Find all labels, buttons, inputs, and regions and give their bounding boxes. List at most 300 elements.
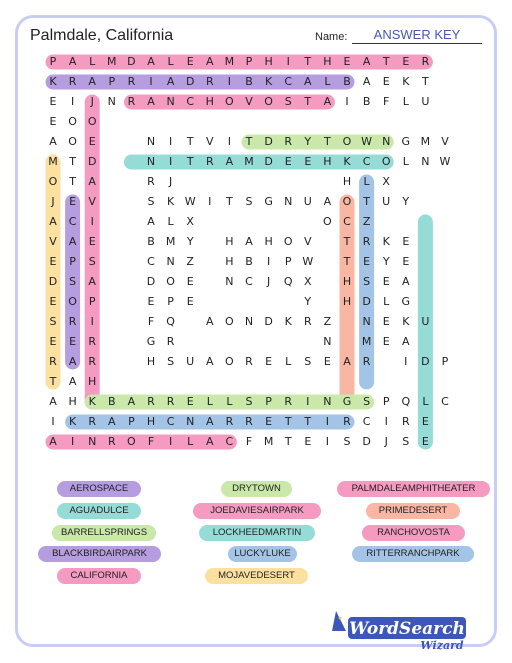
grid-letter[interactable]: O [68, 295, 77, 308]
grid-letter[interactable]: G [401, 135, 411, 148]
grid-letter[interactable]: H [205, 95, 214, 108]
grid-letter[interactable]: E [69, 335, 77, 348]
grid-letter[interactable]: O [225, 315, 234, 328]
grid-letter[interactable]: A [166, 75, 175, 88]
grid-letter[interactable]: A [323, 95, 332, 108]
grid-letter[interactable]: E [382, 335, 390, 348]
grid-letter[interactable]: R [225, 415, 234, 428]
grid-letter[interactable]: E [186, 55, 194, 68]
grid-letter[interactable]: S [69, 275, 77, 288]
grid-letter[interactable]: N [107, 95, 116, 108]
grid-letter[interactable]: L [226, 395, 233, 408]
grid-letter[interactable]: I [168, 435, 173, 448]
grid-letter[interactable]: C [441, 395, 449, 408]
grid-letter[interactable]: E [265, 355, 273, 368]
grid-letter[interactable]: I [149, 75, 153, 88]
grid-letter[interactable]: L [363, 175, 370, 188]
grid-letter[interactable]: O [342, 195, 352, 208]
grid-letter[interactable]: E [421, 415, 429, 428]
grid-letter[interactable]: T [69, 175, 76, 188]
grid-letter[interactable]: N [166, 255, 175, 268]
grid-letter[interactable]: I [90, 215, 94, 228]
grid-letter[interactable]: E [49, 335, 57, 348]
grid-letter[interactable]: B [245, 75, 253, 88]
grid-letter[interactable]: A [147, 55, 155, 68]
grid-letter[interactable]: E [304, 155, 312, 168]
grid-letter[interactable]: C [362, 155, 371, 168]
grid-letter[interactable]: E [323, 355, 331, 368]
grid-letter[interactable]: F [147, 435, 155, 448]
grid-letter[interactable]: E [49, 115, 57, 128]
grid-letter[interactable]: N [382, 135, 391, 148]
grid-letter[interactable]: P [88, 295, 96, 308]
grid-letter[interactable]: I [384, 415, 388, 428]
grid-letter[interactable]: V [304, 235, 312, 248]
grid-letter[interactable]: I [325, 415, 330, 428]
grid-letter[interactable]: A [402, 335, 410, 348]
grid-letter[interactable]: A [88, 175, 96, 188]
grid-letter[interactable]: C [68, 215, 77, 228]
grid-letter[interactable]: K [68, 415, 77, 428]
grid-letter[interactable]: Z [362, 215, 371, 228]
grid-letter[interactable]: B [343, 75, 351, 88]
grid-letter[interactable]: S [304, 355, 312, 368]
grid-letter[interactable]: R [303, 315, 312, 328]
grid-letter[interactable]: H [264, 235, 273, 248]
grid-letter[interactable]: N [421, 155, 430, 168]
grid-letter[interactable]: I [306, 395, 310, 408]
grid-letter[interactable]: P [49, 55, 57, 68]
grid-letter[interactable]: A [68, 355, 77, 368]
grid-letter[interactable]: R [205, 155, 214, 168]
grid-letter[interactable]: A [68, 55, 77, 68]
grid-letter[interactable]: D [264, 315, 273, 328]
grid-letter[interactable]: E [421, 435, 429, 448]
grid-letter[interactable]: T [422, 75, 429, 88]
grid-letter[interactable]: H [68, 395, 77, 408]
grid-letter[interactable]: S [245, 195, 253, 208]
name-field[interactable]: ANSWER KEY [352, 27, 482, 44]
grid-letter[interactable]: A [49, 135, 57, 148]
grid-letter[interactable]: R [49, 355, 57, 368]
grid-letter[interactable]: O [166, 275, 175, 288]
grid-letter[interactable]: E [382, 75, 390, 88]
grid-letter[interactable]: H [264, 55, 273, 68]
grid-letter[interactable]: E [69, 195, 77, 208]
grid-letter[interactable]: R [205, 75, 214, 88]
grid-letter[interactable]: V [206, 135, 214, 148]
grid-letter[interactable]: L [167, 55, 174, 68]
grid-letter[interactable]: Y [304, 135, 312, 148]
grid-letter[interactable]: L [422, 395, 429, 408]
grid-letter[interactable]: K [88, 395, 96, 408]
grid-letter[interactable]: S [402, 435, 410, 448]
grid-letter[interactable]: Q [283, 275, 293, 288]
grid-letter[interactable]: R [245, 415, 253, 428]
grid-letter[interactable]: T [49, 375, 57, 388]
grid-letter[interactable]: J [90, 95, 94, 108]
grid-letter[interactable]: P [108, 75, 116, 88]
grid-letter[interactable]: A [108, 415, 116, 428]
grid-letter[interactable]: P [245, 55, 253, 68]
grid-letter[interactable]: P [284, 255, 292, 268]
grid-letter[interactable]: F [147, 315, 155, 328]
grid-letter[interactable]: A [68, 375, 77, 388]
grid-letter[interactable]: L [383, 295, 390, 308]
grid-letter[interactable]: Y [382, 255, 390, 268]
grid-letter[interactable]: W [302, 255, 314, 268]
grid-letter[interactable]: T [69, 155, 76, 168]
grid-letter[interactable]: P [69, 255, 76, 268]
grid-letter[interactable]: B [147, 235, 155, 248]
grid-letter[interactable]: W [361, 135, 373, 148]
grid-letter[interactable]: U [303, 195, 312, 208]
grid-letter[interactable]: I [70, 435, 75, 448]
grid-letter[interactable]: A [225, 155, 234, 168]
grid-letter[interactable]: R [343, 415, 351, 428]
grid-letter[interactable]: N [166, 95, 175, 108]
grid-letter[interactable]: A [127, 395, 136, 408]
grid-letter[interactable]: R [147, 395, 155, 408]
grid-letter[interactable]: N [146, 135, 156, 148]
word-list-item: BLACKBIRDAIRPARK [38, 546, 161, 562]
grid-letter[interactable]: I [266, 255, 271, 268]
grid-letter[interactable]: V [88, 195, 96, 208]
grid-letter[interactable]: K [382, 235, 390, 248]
grid-letter[interactable]: T [343, 255, 351, 268]
grid-letter[interactable]: L [206, 395, 213, 408]
grid-letter[interactable]: S [88, 255, 96, 268]
grid-letter[interactable]: H [88, 375, 97, 388]
grid-letter[interactable]: N [323, 335, 332, 348]
grid-letter[interactable]: A [88, 275, 96, 288]
grid-letter[interactable]: D [362, 435, 371, 448]
grid-letter[interactable]: S [363, 395, 371, 408]
grid-letter[interactable]: O [68, 135, 77, 148]
grid-letter[interactable]: C [147, 255, 155, 268]
grid-letter[interactable]: O [342, 135, 352, 148]
grid-letter[interactable]: R [284, 135, 293, 148]
grid-letter[interactable]: A [49, 435, 57, 448]
grid-letter[interactable]: I [227, 135, 232, 148]
grid-letter[interactable]: H [146, 415, 156, 428]
grid-letter[interactable]: Q [401, 395, 411, 408]
grid-letter[interactable]: E [343, 55, 351, 68]
grid-letter[interactable]: V [245, 95, 253, 108]
grid-letter[interactable]: N [284, 195, 293, 208]
grid-letter[interactable]: O [127, 435, 136, 448]
grid-letter[interactable]: O [225, 355, 234, 368]
grid-letter[interactable]: H [323, 55, 332, 68]
grid-letter[interactable]: O [323, 215, 332, 228]
grid-letter[interactable]: K [166, 195, 175, 208]
grid-letter[interactable]: D [48, 275, 58, 288]
grid-letter[interactable]: U [421, 95, 430, 108]
grid-letter[interactable]: T [284, 415, 292, 428]
grid-letter[interactable]: M [244, 155, 254, 168]
grid-letter[interactable]: M [48, 155, 58, 168]
grid-letter[interactable]: S [245, 395, 253, 408]
grid-letter[interactable]: E [186, 395, 194, 408]
grid-letter[interactable]: R [401, 415, 410, 428]
grid-letter[interactable]: J [51, 195, 55, 208]
grid-letter[interactable]: R [421, 55, 430, 68]
grid-letter[interactable]: C [225, 435, 234, 448]
grid-letter[interactable]: K [284, 315, 292, 328]
grid-letter[interactable]: J [266, 275, 271, 288]
grid-letter[interactable]: M [263, 435, 274, 448]
grid-letter[interactable]: M [107, 55, 117, 68]
grid-letter[interactable]: R [284, 395, 293, 408]
grid-letter[interactable]: N [362, 315, 371, 328]
grid-letter[interactable]: K [402, 75, 410, 88]
grid-letter[interactable]: B [108, 395, 116, 408]
grid-letter[interactable]: T [324, 135, 331, 148]
grid-letter[interactable]: N [88, 435, 97, 448]
grid-letter[interactable]: D [185, 75, 195, 88]
grid-letter[interactable]: D [87, 155, 97, 168]
grid-letter[interactable]: C [343, 215, 351, 228]
grid-letter[interactable]: M [224, 55, 235, 68]
grid-letter[interactable]: T [304, 95, 312, 108]
grid-letter[interactable]: A [206, 435, 214, 448]
grid-letter[interactable]: B [362, 95, 371, 108]
grid-letter[interactable]: I [208, 195, 212, 208]
grid-letter[interactable]: U [382, 195, 391, 208]
grid-letter[interactable]: Y [304, 295, 312, 308]
grid-letter[interactable]: J [168, 175, 173, 188]
grid-letter[interactable]: R [127, 75, 136, 88]
grid-letter[interactable]: O [68, 115, 77, 128]
grid-letter[interactable]: S [49, 315, 57, 328]
grid-letter[interactable]: X [186, 215, 194, 228]
grid-letter[interactable]: A [323, 195, 332, 208]
grid-letter[interactable]: K [402, 315, 410, 328]
grid-letter[interactable]: T [245, 135, 253, 148]
grid-letter[interactable]: E [382, 315, 390, 328]
grid-letter[interactable]: L [402, 95, 409, 108]
grid-letter[interactable]: F [245, 435, 253, 448]
grid-letter[interactable]: A [49, 215, 57, 228]
grid-letter[interactable]: E [402, 235, 410, 248]
grid-letter[interactable]: H [342, 175, 352, 188]
grid-letter[interactable]: O [264, 95, 273, 108]
grid-letter[interactable]: S [343, 435, 351, 448]
grid-letter[interactable]: L [324, 75, 331, 88]
grid-letter[interactable]: J [384, 435, 388, 448]
grid-letter[interactable]: A [68, 235, 77, 248]
grid-letter[interactable]: H [225, 235, 234, 248]
grid-letter[interactable]: A [362, 75, 371, 88]
grid-letter[interactable]: A [147, 215, 155, 228]
grid-letter[interactable]: R [166, 395, 175, 408]
grid-letter[interactable]: E [304, 435, 312, 448]
grid-letter[interactable]: T [284, 435, 292, 448]
grid-letter[interactable]: O [381, 155, 391, 168]
grid-letter[interactable]: U [421, 315, 430, 328]
grid-letter[interactable]: X [304, 275, 312, 288]
grid-letter[interactable]: A [147, 95, 155, 108]
grid-letter[interactable]: A [49, 395, 57, 408]
grid-letter[interactable]: E [284, 155, 292, 168]
grid-letter[interactable]: I [286, 55, 290, 68]
grid-letter[interactable]: L [89, 55, 96, 68]
grid-letter[interactable]: P [441, 355, 449, 368]
grid-letter[interactable]: E [265, 415, 273, 428]
grid-letter[interactable]: G [264, 195, 273, 208]
grid-letter[interactable]: G [342, 395, 352, 408]
grid-letter[interactable]: V [441, 135, 449, 148]
grid-letter[interactable]: S [284, 95, 292, 108]
grid-letter[interactable]: P [265, 395, 272, 408]
grid-letter[interactable]: M [165, 235, 176, 248]
grid-letter[interactable]: H [225, 255, 234, 268]
grid-letter[interactable]: E [402, 255, 410, 268]
grid-letter[interactable]: N [244, 315, 254, 328]
grid-letter[interactable]: T [304, 415, 312, 428]
grid-letter[interactable]: O [48, 175, 58, 188]
grid-letter[interactable]: I [227, 75, 232, 88]
grid-letter[interactable]: E [186, 275, 194, 288]
grid-letter[interactable]: W [184, 195, 196, 208]
grid-letter[interactable]: V [49, 235, 57, 248]
grid-letter[interactable]: R [88, 415, 97, 428]
grid-letter[interactable]: R [147, 175, 155, 188]
grid-letter[interactable]: E [382, 275, 390, 288]
grid-letter[interactable]: A [304, 75, 312, 88]
grid-letter[interactable]: N [186, 415, 195, 428]
grid-letter[interactable]: R [88, 355, 97, 368]
grid-letter[interactable]: S [167, 355, 175, 368]
grid-letter[interactable]: H [323, 155, 332, 168]
grid-letter[interactable]: R [245, 355, 253, 368]
grid-letter[interactable]: L [402, 155, 409, 168]
grid-letter[interactable]: A [206, 55, 214, 68]
grid-letter[interactable]: E [88, 135, 96, 148]
grid-letter[interactable]: I [51, 415, 55, 428]
grid-letter[interactable]: A [362, 55, 371, 68]
grid-letter[interactable]: I [70, 95, 75, 108]
grid-letter[interactable]: D [146, 275, 156, 288]
grid-letter[interactable]: X [382, 175, 390, 188]
grid-letter[interactable]: E [49, 95, 57, 108]
grid-letter[interactable]: H [146, 355, 156, 368]
grid-letter[interactable]: A [206, 415, 214, 428]
grid-letter[interactable]: E [49, 295, 57, 308]
grid-letter[interactable]: R [127, 95, 136, 108]
grid-letter[interactable]: K [343, 155, 351, 168]
grid-letter[interactable]: Z [323, 315, 332, 328]
grid-letter[interactable]: R [88, 335, 97, 348]
grid-letter[interactable]: G [146, 335, 156, 348]
grid-letter[interactable]: P [128, 415, 135, 428]
grid-letter[interactable]: F [383, 95, 390, 108]
grid-letter[interactable]: A [206, 355, 214, 368]
grid-letter[interactable]: G [401, 295, 411, 308]
grid-letter[interactable]: R [107, 435, 116, 448]
grid-letter[interactable]: C [362, 415, 371, 428]
grid-letter[interactable]: P [382, 395, 390, 408]
grid-letter[interactable]: N [225, 275, 234, 288]
grid-letter[interactable]: E [402, 55, 410, 68]
grid-letter[interactable]: I [90, 315, 94, 328]
grid-letter[interactable]: H [342, 295, 352, 308]
grid-letter[interactable]: A [88, 75, 96, 88]
grid-letter[interactable]: D [264, 155, 273, 168]
grid-letter[interactable]: T [343, 235, 351, 248]
grid-letter[interactable]: T [363, 195, 370, 208]
grid-letter[interactable]: O [87, 115, 97, 128]
grid-letter[interactable]: M [361, 335, 372, 348]
grid-letter[interactable]: A [402, 275, 410, 288]
grid-letter[interactable]: E [49, 255, 57, 268]
grid-letter[interactable]: Q [166, 315, 175, 328]
grid-letter[interactable]: L [285, 355, 292, 368]
grid-letter[interactable]: R [166, 335, 175, 348]
grid-letter[interactable]: N [323, 395, 332, 408]
grid-letter[interactable]: L [167, 215, 174, 228]
grid-letter[interactable]: A [245, 235, 253, 248]
grid-letter[interactable]: N [146, 155, 156, 168]
grid-letter[interactable]: I [345, 95, 349, 108]
grid-letter[interactable]: R [68, 315, 77, 328]
grid-letter[interactable]: Z [186, 255, 194, 268]
grid-letter[interactable]: E [88, 235, 96, 248]
grid-letter[interactable]: C [166, 415, 175, 428]
grid-letter[interactable]: S [147, 195, 155, 208]
grid-letter[interactable]: M [420, 135, 431, 148]
grid-letter[interactable]: P [167, 295, 174, 308]
grid-letter[interactable]: K [264, 75, 273, 88]
grid-letter[interactable]: D [127, 55, 136, 68]
grid-letter[interactable]: T [304, 55, 312, 68]
grid-letter[interactable]: Y [186, 235, 194, 248]
grid-letter[interactable]: R [362, 235, 371, 248]
grid-letter[interactable]: K [49, 75, 57, 88]
grid-letter[interactable]: I [168, 135, 173, 148]
grid-letter[interactable]: S [363, 275, 371, 288]
grid-letter[interactable]: E [363, 255, 371, 268]
grid-letter[interactable]: Y [402, 195, 410, 208]
grid-letter[interactable]: L [187, 435, 194, 448]
grid-letter[interactable]: T [382, 55, 390, 68]
grid-letter[interactable]: C [284, 75, 293, 88]
grid-letter[interactable]: D [362, 295, 371, 308]
grid-letter[interactable]: C [245, 275, 253, 288]
grid-letter[interactable]: O [225, 95, 234, 108]
grid-letter[interactable]: R [362, 355, 371, 368]
grid-letter[interactable]: D [421, 355, 430, 368]
grid-letter[interactable]: I [404, 355, 408, 368]
grid-letter[interactable]: T [226, 195, 233, 208]
grid-letter[interactable]: E [147, 295, 155, 308]
grid-letter[interactable]: I [168, 155, 173, 168]
grid-letter[interactable]: W [439, 155, 451, 168]
grid-letter[interactable]: E [186, 295, 194, 308]
grid-letter[interactable]: D [264, 135, 273, 148]
grid-letter[interactable]: T [186, 155, 194, 168]
grid-letter[interactable]: I [325, 435, 330, 448]
grid-letter[interactable]: B [245, 255, 253, 268]
grid-letter[interactable]: O [283, 235, 293, 248]
grid-letter[interactable]: U [186, 355, 195, 368]
grid-letter[interactable]: T [186, 135, 194, 148]
grid-letter[interactable]: C [186, 95, 195, 108]
grid-letter[interactable]: H [342, 275, 352, 288]
grid-letter[interactable]: A [343, 355, 351, 368]
grid-letter[interactable]: A [206, 315, 214, 328]
grid-letter[interactable]: R [68, 75, 77, 88]
